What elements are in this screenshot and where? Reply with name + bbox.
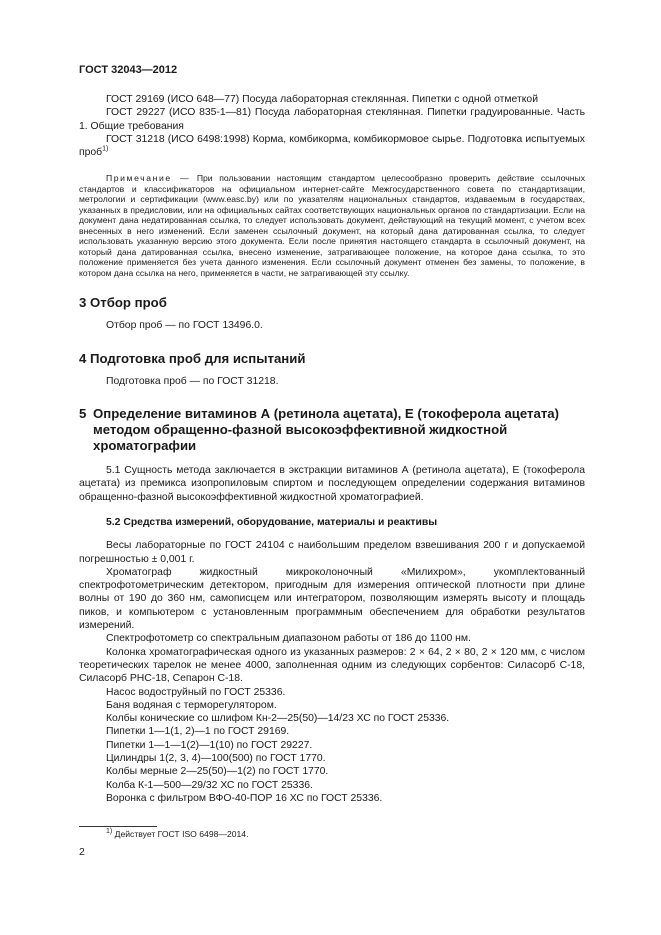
equipment-item: Хроматограф жидкостный микроколоночный «Милихром», укомплектованный спектрофотометрическим детектором, пригодным для измерения оптической плотности при длине волны от 190 до 360 нм, самописцем или интегратором, позволяющим измерять высоту и площадь пиков, и компьютером с установленным программным обеспечением для обработки результатов измерений. <box>79 566 585 632</box>
footnote: $^{1)}$ Действует ГОСТ ISO 6498—2014. <box>106 828 249 839</box>
section-3-text: Отбор проб — по ГОСТ 13496.0. <box>106 320 263 332</box>
clause-5-2-title: 5.2 Средства измерений, оборудование, материалы и реактивы <box>106 516 438 528</box>
ref-gost-31218: ГОСТ 31218 (ИСО 6498:1998) Корма, комбикорма, комбикормовое сырье. Подготовка испытуемых проб$^{1)}$ <box>79 133 585 159</box>
equipment-item: Колонка хроматографическая одного из указанных размеров: 2 × 64, 2 × 80, 2 × 120 мм, с числом теоретических тарелок не менее 4000, заполненная одним из следующих сорбентов: Силасорб С-18, Силасорб РНС-18, Сепарон С-18. <box>79 646 585 685</box>
equipment-item: Пипетки 1—1(1, 2)—1 по ГОСТ 29169. <box>106 726 290 738</box>
section-5-title <box>79 406 585 454</box>
equipment-item: Колбы мерные 2—25(50)—1(2) по ГОСТ 1770. <box>106 766 329 778</box>
section-4-text: Подготовка проб — по ГОСТ 31218. <box>106 375 279 387</box>
ref-gost-29169: ГОСТ 29169 (ИСО 648—77) Посуда лабораторная стеклянная. Пипетки с одной отметкой <box>106 94 539 105</box>
page-number: 2 <box>79 847 85 858</box>
note-paragraph: Примечание — При пользовании настоящим стандартом целесообразно проверить действие ссылочных стандартов и классификаторов на официальном интернет-сайте Межгосударственного совета по стандартизации, метрологии и сертификации (www.easc.by) или по указателям национальных стандартов, издаваемым в государствах, указанных в предисловии, или на официальных сайтах соответствующих национальных органов по стандартизации. Если на документ дана недатированная ссылка, то следует использовать документ, действующий на текущий момент, с учетом всех внесенных в него изменений. Если заменен ссылочный документ, на который дана датированная ссылка, то следует использовать указанную версию этого документа. Если после принятия настоящего стандарта в ссылочный документ, на который дана датированная ссылка, внесено изменение, затрагивающее положение, на которое дана ссылка, то это положение применяется без учета данного изменения. Если ссылочный документ отменен без замены, то положение, в котором дана ссылка на него, применяется в части, не затрагивающей эту ссылку. <box>79 173 585 278</box>
equipment-item: Спектрофотометр со спектральным диапазоном работы от 186 до 1100 нм. <box>106 633 471 645</box>
equipment-item: Насос водоструйный по ГОСТ 25336. <box>106 686 286 698</box>
footnote-ref: 1) <box>102 145 109 153</box>
equipment-item: Весы лабораторные по ГОСТ 24104 с наибольшим пределом взвешивания 200 г и допускаемой погрешностью ± 0,001 г. <box>79 540 585 565</box>
footnote-divider <box>79 826 157 827</box>
ref-gost-29227: ГОСТ 29227 (ИСО 835-1—81) Посуда лабораторная стеклянная. Пипетки градуированные. Часть 1. Общие требования <box>79 107 585 132</box>
equipment-item: Баня водяная с терморегулятором. <box>106 699 277 711</box>
note-label: Примечание — <box>106 173 191 184</box>
equipment-item: Колба К-1—500—29/32 ХС по ГОСТ 25336. <box>106 779 313 791</box>
equipment-item: Пипетки 1—1—1(2)—1(10) по ГОСТ 29227. <box>106 739 313 751</box>
equipment-item: Цилиндры 1(2, 3, 4)—100(500) по ГОСТ 1770. <box>106 753 326 765</box>
equipment-item: Колбы конические со шлифом Кн-2—25(50)—14/23 ХС по ГОСТ 25336. <box>106 713 450 725</box>
section-4-title: 4 Подготовка проб для испытаний <box>79 350 306 366</box>
section-5-heading: Определение витаминов А (ретинола ацетата), Е (токоферола ацетата) методом обращенно-фазной высокоэффективной жидкостной хроматографии <box>93 406 560 454</box>
section-3-title: 3 Отбор проб <box>79 295 167 311</box>
clause-5-1: 5.1 Сущность метода заключается в экстракции витаминов А (ретинола ацетата), Е (токоферола ацетата) из премикса изопропиловым спиртом и последующем определении содержания витаминов обращенно-фазной высокоэффективной жидкостной хроматографией. <box>79 465 585 503</box>
standard-header: ГОСТ 32043—2012 <box>79 64 178 76</box>
equipment-item: Воронка с фильтром ВФО-40-ПОР 16 ХС по ГОСТ 25336. <box>106 792 383 804</box>
section-5-number: 5 <box>79 406 87 422</box>
document-body <box>79 93 585 805</box>
